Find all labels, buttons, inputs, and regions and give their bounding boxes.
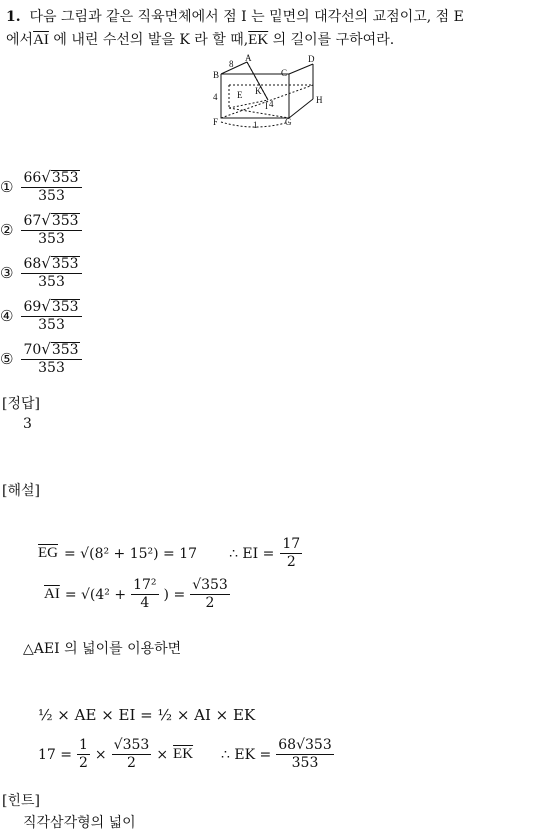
option-mark: ⑤	[0, 349, 14, 368]
ei-fraction: $\frac{17}{2}$	[282, 536, 301, 571]
question-text-2b: 에 내린 수선의 발을 K 라 할 때,	[48, 32, 249, 48]
label-d: D	[308, 54, 315, 64]
solution-line-ai	[44, 578, 230, 612]
options-list	[0, 165, 82, 380]
length-mid: 4	[269, 99, 274, 109]
question-number: 1.	[6, 9, 21, 25]
hint-text: 직각삼각형의 넓이	[23, 815, 136, 831]
label-g: G	[285, 117, 292, 127]
ei-therefore: ∴ EI =	[229, 545, 275, 562]
final-fraction: $\frac{68√353}{353}$	[278, 737, 332, 772]
length-side: 4	[213, 92, 218, 102]
solution-eq-1: ½ × AE × EI = ½ × AI × EK	[38, 706, 256, 724]
eq2-mid-fraction: $\frac{√353}{2}$	[113, 737, 150, 772]
option-mark: ②	[0, 220, 14, 239]
label-e: E	[237, 90, 243, 100]
length-bottom: 1	[253, 120, 258, 130]
option-fraction: $\frac{70√353}{353}$	[21, 341, 81, 377]
option-5[interactable]	[0, 337, 82, 380]
length-top: 8	[229, 59, 234, 69]
ai-expression-b: ) =	[163, 586, 186, 603]
eg-expression: = √(8² + 15²) = 17	[64, 545, 198, 562]
solution-line-eg	[38, 537, 302, 571]
label-c: C	[281, 68, 288, 78]
segment-ai-2: $\overline{AI}$	[44, 586, 60, 603]
label-f: F	[213, 117, 219, 127]
question-line-2	[6, 29, 394, 49]
answer-value: 3	[23, 416, 32, 432]
option-fraction: $\frac{66√353}{353}$	[21, 169, 81, 205]
segment-ek: $\overline{EK}$	[248, 32, 269, 48]
hint-heading: [힌트]	[2, 793, 40, 809]
triangle-text: △AEI 의 넓이를 이용하면	[23, 641, 182, 657]
option-1[interactable]	[0, 165, 82, 208]
label-h: H	[316, 95, 323, 105]
question-text-1: 다음 그림과 같은 직육면체에서 점 I 는 밑면의 대각선의 교점이고, 점 E	[29, 9, 464, 25]
question-text-2c: 의 길이를 구하여라.	[268, 32, 395, 48]
option-3[interactable]	[0, 251, 82, 294]
label-b: B	[213, 70, 220, 80]
eq2-half: $\frac{1}{2}$	[79, 737, 88, 772]
answer-heading: [정답]	[2, 396, 40, 412]
segment-ai: $\overline{AI}$	[33, 32, 49, 48]
label-i: I	[265, 101, 268, 111]
question-text-2a: 에서	[6, 32, 34, 48]
ai-expression-a: = √(4² +	[64, 586, 127, 603]
label-a: A	[245, 53, 252, 63]
segment-ek-2: $\overline{EK}$	[173, 746, 194, 763]
cuboid-figure	[205, 52, 335, 132]
option-fraction: $\frac{68√353}{353}$	[21, 255, 81, 291]
option-fraction: $\frac{67√353}{353}$	[21, 212, 81, 248]
eq2-lhs: 17 =	[38, 746, 72, 763]
question-line-1	[6, 6, 531, 26]
option-4[interactable]	[0, 294, 82, 337]
option-fraction: $\frac{69√353}{353}$	[21, 298, 81, 334]
option-2[interactable]	[0, 208, 82, 251]
solution-heading: [해설]	[2, 483, 40, 499]
ai-inner-fraction: $\frac{\text{17²}}{4}$	[133, 577, 157, 612]
label-k: K	[255, 86, 262, 96]
option-mark: ④	[0, 306, 14, 325]
option-mark: ①	[0, 177, 14, 196]
ai-result-fraction: $\frac{√353}{2}$	[192, 577, 228, 612]
option-mark: ③	[0, 263, 14, 282]
ek-therefore: ∴ EK =	[221, 746, 272, 763]
segment-eg: $\overline{EG}$	[38, 545, 58, 562]
solution-eq-2: 17 = $\frac{1}{2}$ × $\frac{√353}{2}$ × $\overline{EK}$ ∴ EK = $\frac{68√353}{353}$	[38, 737, 332, 772]
